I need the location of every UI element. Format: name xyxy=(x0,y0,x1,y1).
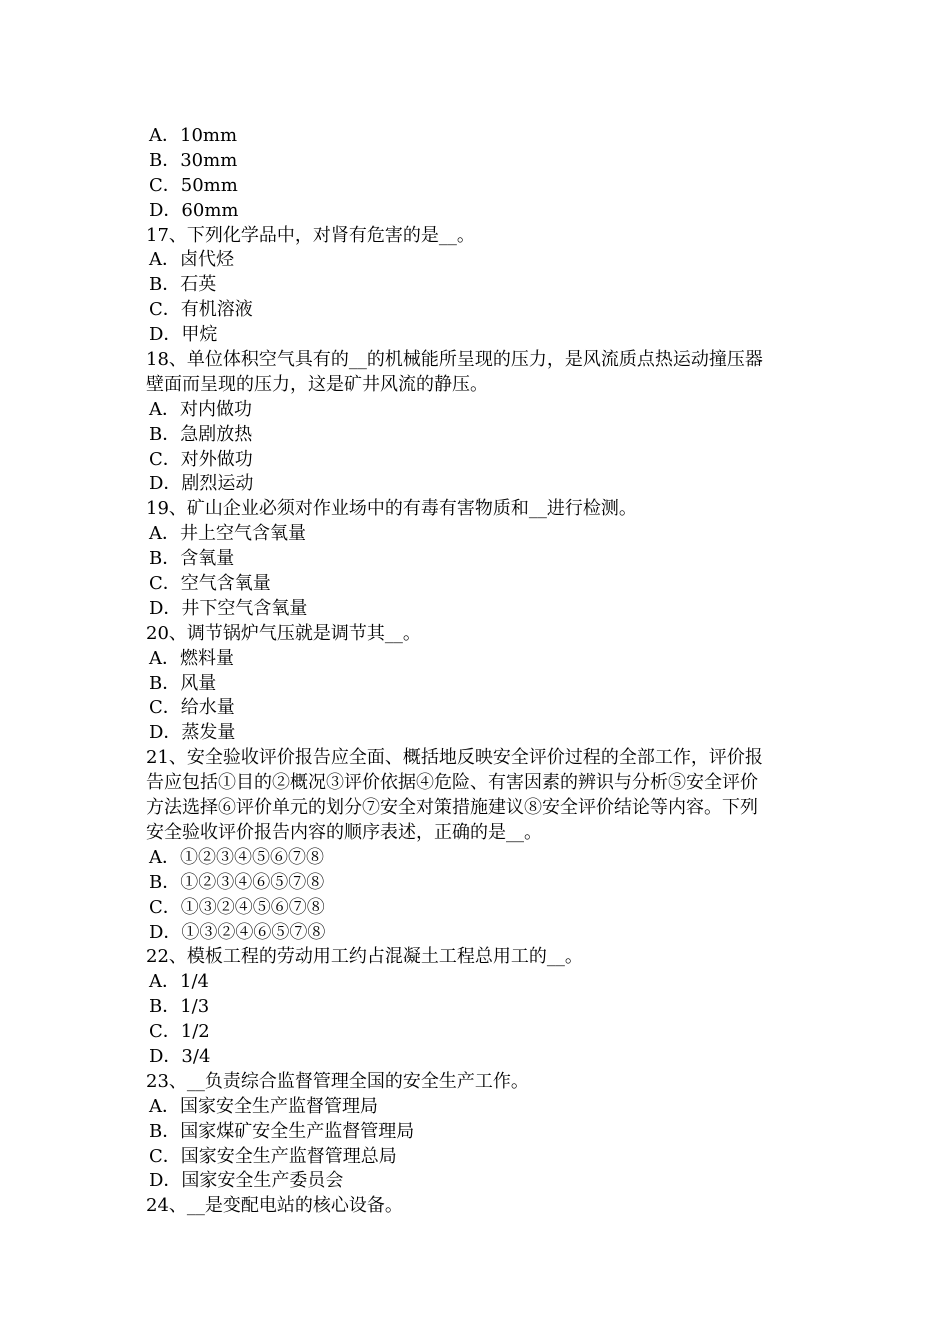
q18-stem-line2: 壁面而呈现的压力，这是矿井风流的静压。 xyxy=(146,373,488,395)
q21-stem-line2: 告应包括①目的②概况③评价依据④危险、有害因素的辨识与分析⑤安全评价 xyxy=(146,772,758,794)
q21-stem-line3: 方法选择⑥评价单元的划分⑦安全对策措施建议⑧安全评价结论等内容。下列 xyxy=(146,797,758,819)
q18-stem-line1: 18、单位体积空气具有的__的机械能所呈现的压力，是风流质点热运动撞压器 xyxy=(146,349,763,371)
q17-option-c: C．有机溶液 xyxy=(149,299,253,321)
q20-option-c: C．给水量 xyxy=(149,697,235,719)
q20-option-a: A．燃料量 xyxy=(149,647,234,669)
q22-stem: 22、模板工程的劳动用工约占混凝土工程总用工的__。 xyxy=(146,946,583,968)
q24-stem: 24、__是变配电站的核心设备。 xyxy=(146,1195,403,1217)
q20-stem: 20、调节锅炉气压就是调节其__。 xyxy=(146,622,421,644)
q23-option-c: C．国家安全生产监督管理总局 xyxy=(149,1145,397,1167)
q16-option-d: D．60mm xyxy=(149,199,239,221)
q23-option-a: A．国家安全生产监督管理局 xyxy=(149,1095,378,1117)
q23-option-d: D．国家安全生产委员会 xyxy=(149,1170,344,1192)
q22-option-b: B．1/3 xyxy=(149,996,210,1018)
q22-option-c: C．1/2 xyxy=(149,1021,210,1043)
q17-option-b: B．石英 xyxy=(149,274,217,296)
q18-option-b: B．急剧放热 xyxy=(149,423,253,445)
q23-option-b: B．国家煤矿安全生产监督管理局 xyxy=(149,1120,415,1142)
q17-option-d: D．甲烷 xyxy=(149,324,218,346)
q22-option-d: D．3/4 xyxy=(149,1045,211,1067)
q19-option-a: A．井上空气含氧量 xyxy=(149,523,306,545)
q21-stem-line1: 21、安全验收评价报告应全面、概括地反映安全评价过程的全部工作，评价报 xyxy=(146,747,763,769)
q19-option-c: C．空气含氧量 xyxy=(149,573,271,595)
q21-option-b: B．①②③④⑥⑤⑦⑧ xyxy=(149,871,325,893)
q19-option-b: B．含氧量 xyxy=(149,548,235,570)
q19-stem: 19、矿山企业必须对作业场中的有毒有害物质和__进行检测。 xyxy=(146,498,637,520)
q19-option-d: D．井下空气含氧量 xyxy=(149,597,308,619)
document-page xyxy=(146,124,814,1219)
q16-option-a: A．10mm xyxy=(149,125,238,146)
q21-option-c: C．①③②④⑤⑥⑦⑧ xyxy=(149,896,325,918)
q21-stem-line4: 安全验收评价报告内容的顺序表述，正确的是__。 xyxy=(146,821,542,843)
q21-option-a: A．①②③④⑤⑥⑦⑧ xyxy=(149,846,324,868)
q22-option-a: A．1/4 xyxy=(149,971,209,993)
q16-option-b: B．30mm xyxy=(149,149,238,171)
q18-option-a: A．对内做功 xyxy=(149,398,252,420)
q20-option-b: B．风量 xyxy=(149,672,217,694)
q17-stem: 17、下列化学品中，对肾有危害的是__。 xyxy=(146,224,475,246)
q18-option-c: C．对外做功 xyxy=(149,448,253,470)
q17-option-a: A．卤代烃 xyxy=(149,249,234,271)
q23-stem: 23、__负责综合监督管理全国的安全生产工作。 xyxy=(146,1070,529,1092)
q20-option-d: D．蒸发量 xyxy=(149,722,236,744)
q16-option-c: C．50mm xyxy=(149,174,238,196)
q18-option-d: D．剧烈运动 xyxy=(149,473,254,495)
q21-option-d: D．①③②④⑥⑤⑦⑧ xyxy=(149,921,326,943)
